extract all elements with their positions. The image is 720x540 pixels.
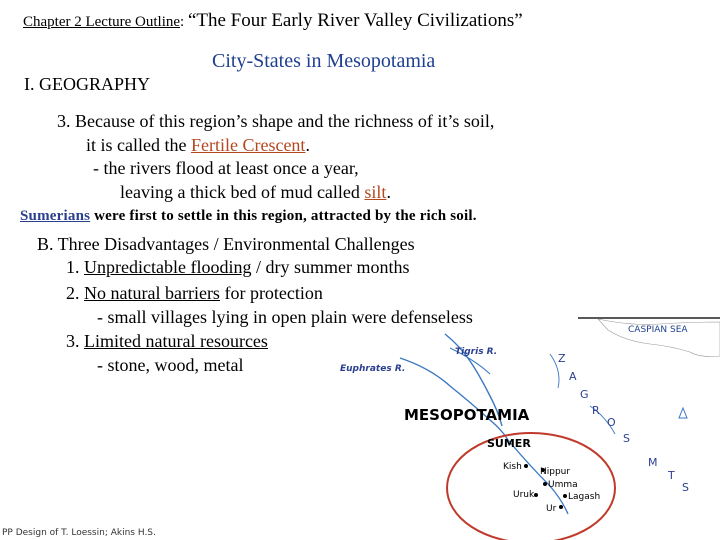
challenge-3-num: 3. bbox=[66, 331, 84, 351]
credit-footer: PP Design of T. Loessin; Akins H.S. bbox=[2, 528, 156, 538]
fertile-crescent-term: Fertile Crescent bbox=[190, 135, 306, 155]
zagros-letter-a: A bbox=[569, 370, 577, 383]
challenge-1-rest: / dry summer months bbox=[251, 257, 410, 277]
page-subtitle: City-States in Mesopotamia bbox=[212, 50, 436, 72]
sumerians-line bbox=[20, 208, 477, 225]
header-colon: : bbox=[180, 14, 185, 30]
mts-letter-m: M bbox=[648, 456, 658, 469]
sumer-circle bbox=[447, 433, 615, 540]
point3-line2 bbox=[86, 135, 310, 156]
challenge-2-num: 2. bbox=[66, 283, 84, 303]
lagash-dot bbox=[563, 494, 567, 498]
kish-dot bbox=[524, 464, 528, 468]
header-line bbox=[23, 10, 523, 32]
zagros-letter-r: R bbox=[592, 404, 600, 417]
ur-dot bbox=[559, 505, 563, 509]
map-title: MESOPOTAMIA bbox=[404, 406, 530, 424]
sumerians-rest: were first to settle in this region, attracted by the rich soil. bbox=[90, 208, 477, 224]
chapter-label: Chapter 2 Lecture Outline bbox=[23, 14, 181, 30]
point3-line2-pre: it is called the bbox=[86, 135, 191, 155]
kish-label: Kish bbox=[503, 462, 522, 472]
zagros-letter-g: G bbox=[580, 388, 589, 401]
silt-term: silt bbox=[364, 182, 387, 202]
mts-letter-t: T bbox=[668, 469, 675, 482]
challenge-1-term: Unpredictable flooding bbox=[84, 257, 252, 277]
ur-label: Ur bbox=[546, 504, 557, 514]
zagros-letter-s: S bbox=[623, 432, 630, 445]
challenge-2-rest: for protection bbox=[219, 283, 323, 303]
challenge-3 bbox=[66, 331, 268, 352]
sumerians-term: Sumerians bbox=[20, 208, 91, 224]
point3-line3: - the rivers flood at least once a year, bbox=[93, 158, 359, 178]
umma-label: Umma bbox=[548, 480, 578, 490]
zagros-letter-o: O bbox=[607, 416, 616, 429]
sumer-label: SUMER bbox=[487, 437, 531, 450]
challenge-3-sub: - stone, wood, metal bbox=[97, 355, 244, 375]
section-b-heading: B. Three Disadvantages / Environmental Challenges bbox=[37, 234, 415, 254]
uruk-label: Uruk bbox=[513, 490, 535, 500]
caspian-sea-label: CASPIAN SEA bbox=[628, 325, 688, 335]
tigris-label: Tigris R. bbox=[455, 347, 498, 357]
umma-dot bbox=[543, 482, 547, 486]
section-heading: I. GEOGRAPHY bbox=[24, 74, 150, 94]
challenge-1-num: 1. bbox=[66, 257, 84, 277]
challenge-2-sub: - small villages lying in open plain were defenseless bbox=[97, 307, 473, 327]
euphrates-label: Euphrates R. bbox=[340, 364, 406, 374]
challenge-1 bbox=[66, 257, 409, 278]
point3-line4-post: . bbox=[386, 182, 391, 202]
point3-line4 bbox=[120, 182, 391, 203]
challenge-2 bbox=[66, 283, 323, 304]
point3-line2-post: . bbox=[305, 135, 310, 155]
zagros-letter-z: Z bbox=[558, 352, 566, 365]
mts-letter-s: S bbox=[682, 481, 689, 494]
mesopotamia-map bbox=[330, 316, 720, 540]
star-marker-icon bbox=[679, 408, 687, 418]
point3-line1: 3. Because of this region’s shape and the richness of it’s soil, bbox=[57, 111, 495, 131]
lecture-title: “The Four Early River Valley Civilizations” bbox=[187, 10, 523, 31]
lagash-label: Lagash bbox=[568, 492, 601, 502]
nippur-label: Nippur bbox=[540, 467, 571, 477]
point3-line4-pre: leaving a thick bed of mud called bbox=[120, 182, 365, 202]
uruk-dot bbox=[534, 493, 538, 497]
challenge-3-term: Limited natural resources bbox=[84, 331, 268, 351]
lower-river bbox=[508, 440, 571, 514]
challenge-2-term: No natural barriers bbox=[84, 283, 220, 303]
